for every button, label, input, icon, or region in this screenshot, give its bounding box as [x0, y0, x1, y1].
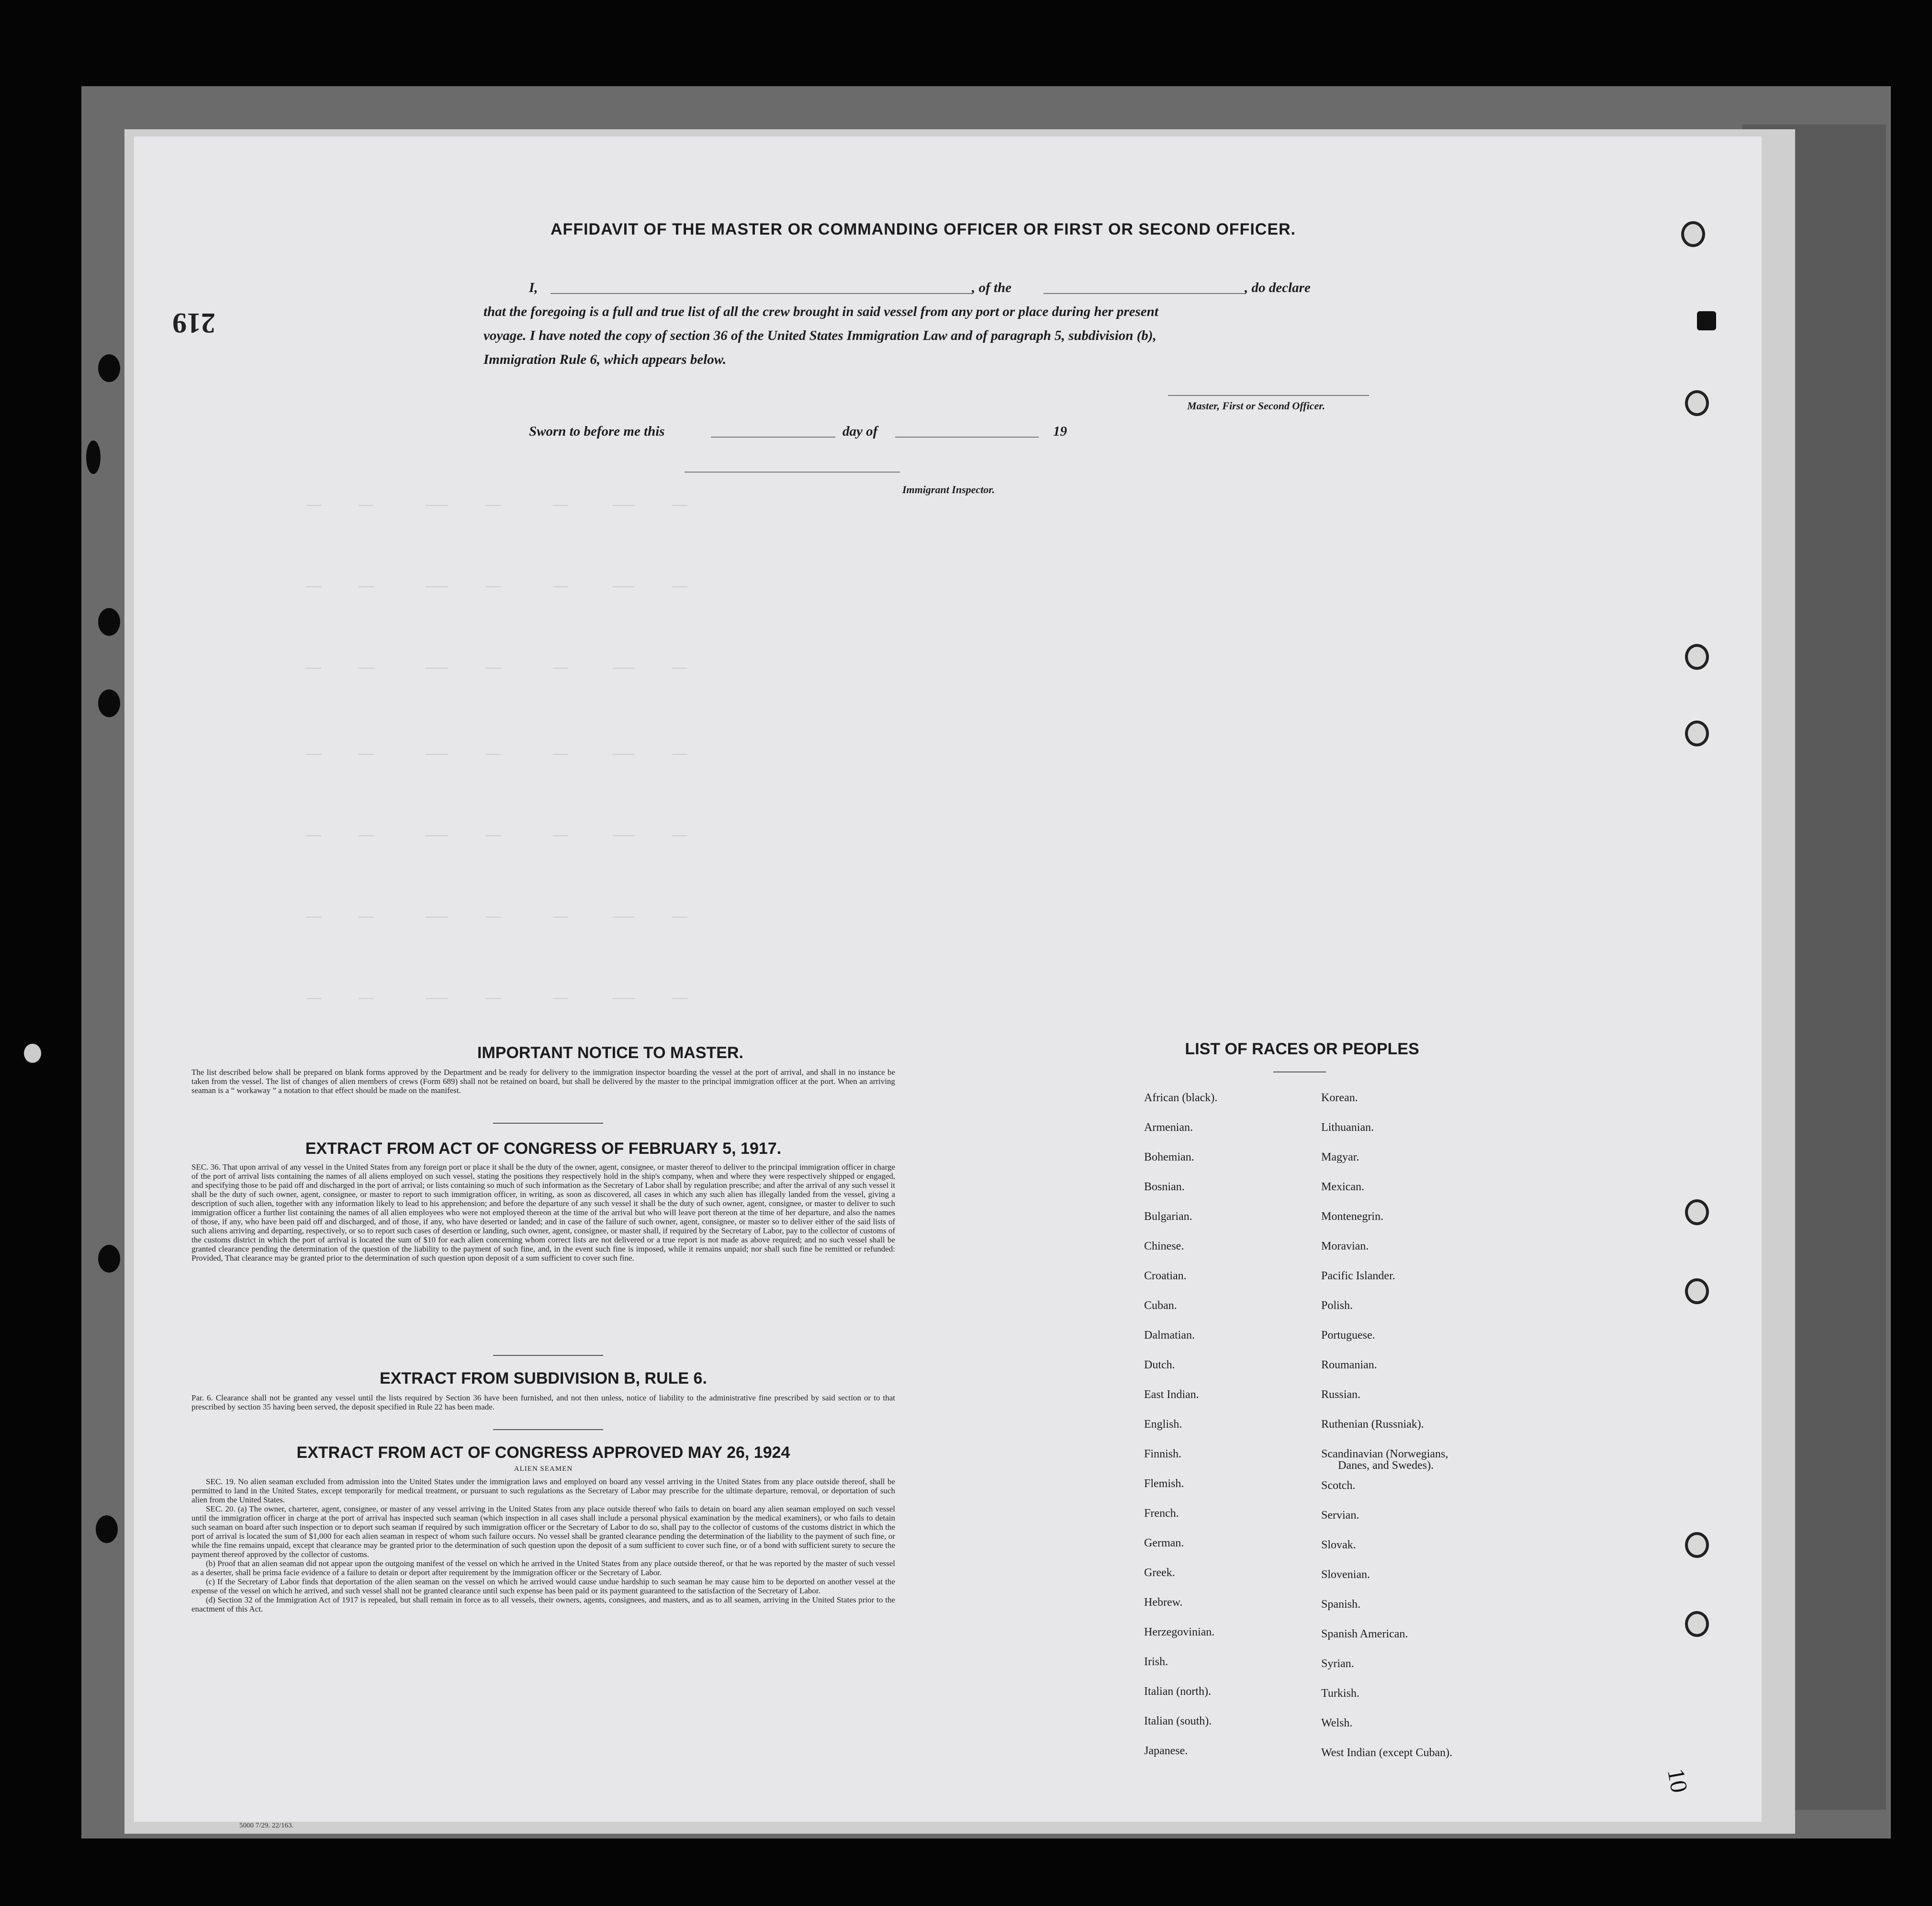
- race-left-item: English.: [1144, 1418, 1182, 1431]
- race-left-item: Bosnian.: [1144, 1181, 1185, 1193]
- inspector-label: Immigrant Inspector.: [902, 484, 995, 496]
- sworn-day-blank: [711, 437, 835, 438]
- race-right-item: Servian.: [1321, 1509, 1359, 1522]
- race-left-item: Croatian.: [1144, 1270, 1187, 1282]
- ring-hole: [1685, 390, 1709, 416]
- punch-hole: [98, 689, 120, 717]
- affidavit-i: I,: [529, 280, 538, 295]
- section-divider: [493, 1123, 603, 1124]
- punch-hole: [98, 354, 120, 382]
- race-right-item: Spanish American.: [1321, 1628, 1408, 1640]
- master-signature-line: [1168, 395, 1369, 396]
- race-left-item: African (black).: [1144, 1092, 1218, 1104]
- extract-1924-title: EXTRACT FROM ACT OF CONGRESS APPROVED MAY 26, 1924: [296, 1444, 790, 1462]
- race-right-item: Moravian.: [1321, 1240, 1369, 1252]
- bleed-through-row: —— —— ——— —— —— ——— ——: [306, 661, 687, 675]
- sec-20d-paragraph: (d) Section 32 of the Immigration Act of 1917 is repealed, but shall remain in force as to all vessels, their owners, agents, consignees, and masters, and as to all seamen, arriving in the United States prior to the enactment of this Act.: [191, 1595, 895, 1613]
- affidavit-line-2: that the foregoing is a full and true list of all the crew brought in said vessel from any port or place during her present: [483, 304, 1158, 319]
- race-left-item: Japanese.: [1144, 1745, 1188, 1757]
- ring-hole: [1681, 221, 1705, 247]
- race-right-item: Welsh.: [1321, 1717, 1353, 1729]
- race-right-item: Korean.: [1321, 1092, 1358, 1104]
- race-right-item: Montenegrin.: [1321, 1210, 1383, 1223]
- race-right-item: Scandinavian (Norwegians,: [1321, 1448, 1449, 1460]
- race-right-item: Magyar.: [1321, 1151, 1359, 1163]
- races-title: LIST OF RACES OR PEOPLES: [1185, 1040, 1419, 1058]
- race-left-item: Dutch.: [1144, 1359, 1175, 1371]
- bleed-through-row: —— —— ——— —— —— ——— ——: [306, 579, 687, 594]
- extract-rule6-body: Par. 6. Clearance shall not be granted any vessel until the lists required by Section 36 have been furnished, and not then unless, notice of liability to the administrative fine prescribed by said section or to that prescribed by section 35 having been served, the deposit specified in Rule 22 has been made.: [191, 1393, 895, 1411]
- affidavit-line-4: Immigration Rule 6, which appears below.: [483, 352, 727, 367]
- race-left-item: Bohemian.: [1144, 1151, 1194, 1163]
- sec-20a-paragraph: SEC. 20. (a) The owner, charterer, agent, consignee, or master of any vessel arriving in the United States from any place outside thereof who fails to detain on board any alien seaman employed on such vessel until the immigration officer in charge at the port of arrival has inspected such seaman (which inspection in all cases shall include a personal physical examination by the medical examiners), or who fails to detain such seaman on board after such inspection or to deport such seaman if required by such immigration officer or the Secretary of Labor to do so, shall pay to the collector of customs of the customs district in which the port of arrival is located the sum of $1,000 for each alien seaman in respect of whom such failure occurs. No vessel shall be granted clearance pending the determination of the liability to the payment of such fine, or while the fine remains unpaid, except that clearance may be granted prior to the determination of such question upon the deposit of a sum sufficient to cover such fine, or of a bond with sufficient surety to secure the payment thereof approved by the collector of customs.: [191, 1504, 895, 1559]
- race-right-item: Polish.: [1321, 1299, 1353, 1312]
- race-right-item: Syrian.: [1321, 1658, 1354, 1670]
- punch-hole: [86, 440, 101, 474]
- sec-20b-paragraph: (b) Proof that an alien seaman did not appear upon the outgoing manifest of the vessel on which he arrived in the United States from any place outside thereof, or that he was reported by the master of such vessel as a deserter, shall be prima facie evidence of a failure to detain or deport after requirement by the immigration officer or the Secretary of Labor.: [191, 1559, 895, 1577]
- ring-hole: [1685, 1278, 1709, 1304]
- race-right-item: Lithuanian.: [1321, 1121, 1374, 1134]
- day-of-text: day of: [842, 424, 878, 439]
- bleed-through-row: —— —— ——— —— —— ——— ——: [306, 747, 687, 761]
- bleed-through-row: —— —— ——— —— —— ——— ——: [306, 991, 687, 1005]
- vessel-blank: [1044, 293, 1245, 294]
- race-left-item: Greek.: [1144, 1567, 1175, 1579]
- affidavit-of-the: , of the: [972, 280, 1011, 295]
- extract-1924-body: [191, 1477, 895, 1613]
- name-blank: [550, 293, 972, 294]
- bleed-through-row: —— —— ——— —— —— ——— ——: [306, 828, 687, 843]
- race-left-item: Dalmatian.: [1144, 1329, 1195, 1342]
- race-left-item: Chinese.: [1144, 1240, 1184, 1252]
- affidavit-line-3: voyage. I have noted the copy of section 36 of the United States Immigration Law and of paragraph 5, subdivision (b),: [483, 328, 1157, 343]
- race-right-item: Slovenian.: [1321, 1568, 1370, 1581]
- race-left-item: Italian (north).: [1144, 1685, 1211, 1698]
- ring-hole: [1685, 1532, 1709, 1558]
- section-divider: [493, 1355, 603, 1356]
- race-left-item: Finnish.: [1144, 1448, 1182, 1460]
- bleed-through-row: —— —— ——— —— —— ——— ——: [306, 910, 687, 924]
- race-right-item: Pacific Islander.: [1321, 1270, 1395, 1282]
- punch-hole: [98, 608, 120, 636]
- ring-hole: [1685, 1611, 1709, 1637]
- sworn-text: Sworn to before me this: [529, 424, 665, 439]
- race-left-item: Armenian.: [1144, 1121, 1193, 1134]
- race-left-item: Cuban.: [1144, 1299, 1177, 1312]
- race-right-item: Roumanian.: [1321, 1359, 1377, 1371]
- race-scandinavian-cont: Danes, and Swedes).: [1338, 1459, 1434, 1472]
- notice-body: The list described below shall be prepared on blank forms approved by the Department and be ready for delivery to the immigration inspector boarding the vessel at the port of arrival, and shall in no instance be taken from the vessel. The list of changes of alien members of crews (Form 689) shall not be retained on board, but shall be delivered by the master to the principal immigration officer at the port. When an arriving seaman is a “ workaway ” a notation to that effect should be made on the manifest.: [191, 1068, 895, 1095]
- form-print-code: 5000 7/29. 22/163.: [239, 1822, 294, 1829]
- affidavit-do-declare: , do declare: [1245, 280, 1311, 295]
- master-signature-label: Master, First or Second Officer.: [1187, 400, 1325, 412]
- affidavit-title: AFFIDAVIT OF THE MASTER OR COMMANDING OFFICER OR FIRST OR SECOND OFFICER.: [550, 220, 1296, 238]
- extract-1924-subtitle: ALIEN SEAMEN: [514, 1465, 573, 1473]
- race-right-item: Scotch.: [1321, 1479, 1356, 1492]
- bleed-through-row: —— —— ——— —— —— ——— ——: [306, 498, 687, 512]
- race-left-item: Herzegovinian.: [1144, 1626, 1215, 1638]
- race-right-item: Spanish.: [1321, 1598, 1361, 1611]
- race-right-item: Ruthenian (Russniak).: [1321, 1418, 1424, 1431]
- race-right-item: West Indian (except Cuban).: [1321, 1747, 1452, 1759]
- year-prefix: 19: [1053, 424, 1067, 439]
- race-right-item: Slovak.: [1321, 1539, 1356, 1551]
- sworn-month-blank: [895, 437, 1039, 438]
- race-left-item: Hebrew.: [1144, 1596, 1183, 1609]
- paper-fragment: [24, 1044, 41, 1063]
- extract-1917-title: EXTRACT FROM ACT OF CONGRESS OF FEBRUARY 5, 1917.: [305, 1139, 782, 1158]
- race-left-item: East Indian.: [1144, 1388, 1199, 1401]
- race-left-item: Bulgarian.: [1144, 1210, 1192, 1223]
- punch-hole: [96, 1515, 118, 1543]
- race-right-item: Russian.: [1321, 1388, 1361, 1401]
- sec-20c-paragraph: (c) If the Secretary of Labor finds that deportation of the alien seaman on the vessel on which he arrived would cause undue hardship to such seaman he may cause him to be deported on another vessel at the expense of the vessel on which he arrived, and such vessel shall not be granted clearance until such expense has been paid or its payment guaranteed to the satisfaction of the Secretary of Labor.: [191, 1577, 895, 1595]
- ring-hole: [1685, 644, 1709, 670]
- punch-hole: [98, 1245, 120, 1273]
- margin-number: 10: [1662, 1766, 1693, 1795]
- race-left-item: Flemish.: [1144, 1477, 1184, 1490]
- race-left-item: German.: [1144, 1537, 1184, 1549]
- race-right-item: Turkish.: [1321, 1687, 1359, 1700]
- race-right-item: Portuguese.: [1321, 1329, 1375, 1342]
- inspector-signature-line: [685, 472, 900, 473]
- race-left-item: Irish.: [1144, 1656, 1168, 1668]
- extract-rule6-title: EXTRACT FROM SUBDIVISION B, RULE 6.: [380, 1369, 707, 1387]
- race-left-item: Italian (south).: [1144, 1715, 1212, 1727]
- ring-hole: [1685, 721, 1709, 746]
- notice-title: IMPORTANT NOTICE TO MASTER.: [477, 1044, 743, 1062]
- sec-19-paragraph: SEC. 19. No alien seaman excluded from admission into the United States under the immigration laws and employed on board any vessel arriving in the United States from any place outside thereof, shall be permitted to land in the United States, except temporarily for medical treatment, or pursuant to such regulations as the Secretary of Labor may prescribe for the ultimate departure, removal, or deportation of such alien from the United States.: [191, 1477, 895, 1504]
- section-divider: [493, 1429, 603, 1430]
- binder-clip-mark: [1697, 311, 1716, 330]
- race-left-item: French.: [1144, 1507, 1179, 1520]
- extract-1917-body: SEC. 36. That upon arrival of any vessel in the United States from any foreign port or place it shall be the duty of the owner, agent, consignee, or master thereof to deliver to the principal immigration officer in charge of the port of arrival lists containing the names of all aliens employed on such vessel, stating the positions they respectively hold in the ship's company, when and where they were respectively shipped or engaged, and specifying those to be paid off and discharged in the port of arrival; or lists containing so much of such information as the Secretary of Labor shall by regulation prescribe; and after the arrival of any such vessel it shall be the duty of such owner, agent, consignee, or master to report to such immigration officer, in writing, as soon as discovered, all cases in which any such alien has illegally landed from the vessel, giving a description of such alien, together with any information likely to lead to his apprehension; and before the departure of any such vessel it shall be the duty of such owner, agent, consignee, or master to deliver to such immigration officer a further list containing the names of all alien employees who were not employed thereon at the time of the arrival but who will leave port thereon at the time of her departure, and also the names of those, if any, who have been paid off and discharged, and of those, if any, who have deserted or landed; and in case of the failure of such owner, agent, consignee, or master so to deliver either of the said lists of such aliens arriving and departing, respectively, or so to report such cases of desertion or landing, such owner, agent, consignee, or master shall, if required by the Secretary of Labor, pay to the collector of customs of the customs district in which the port of arrival is located the sum of $10 for each alien concerning whom correct lists are not delivered or a true report is not made as above required; and no such vessel shall be granted clearance pending the determination of the question of the liability to the payment of such fine, and, in the event such fine is imposed, while it remains unpaid; nor shall such fine be remitted or refunded: Provided, That clearance may be granted prior to the determination of such question upon deposit of a sum sufficient to cover such fine.: [191, 1162, 895, 1263]
- section-divider: [1273, 1071, 1326, 1072]
- ring-hole: [1685, 1199, 1709, 1225]
- stamp-number: 219: [172, 307, 215, 339]
- race-right-item: Mexican.: [1321, 1181, 1364, 1193]
